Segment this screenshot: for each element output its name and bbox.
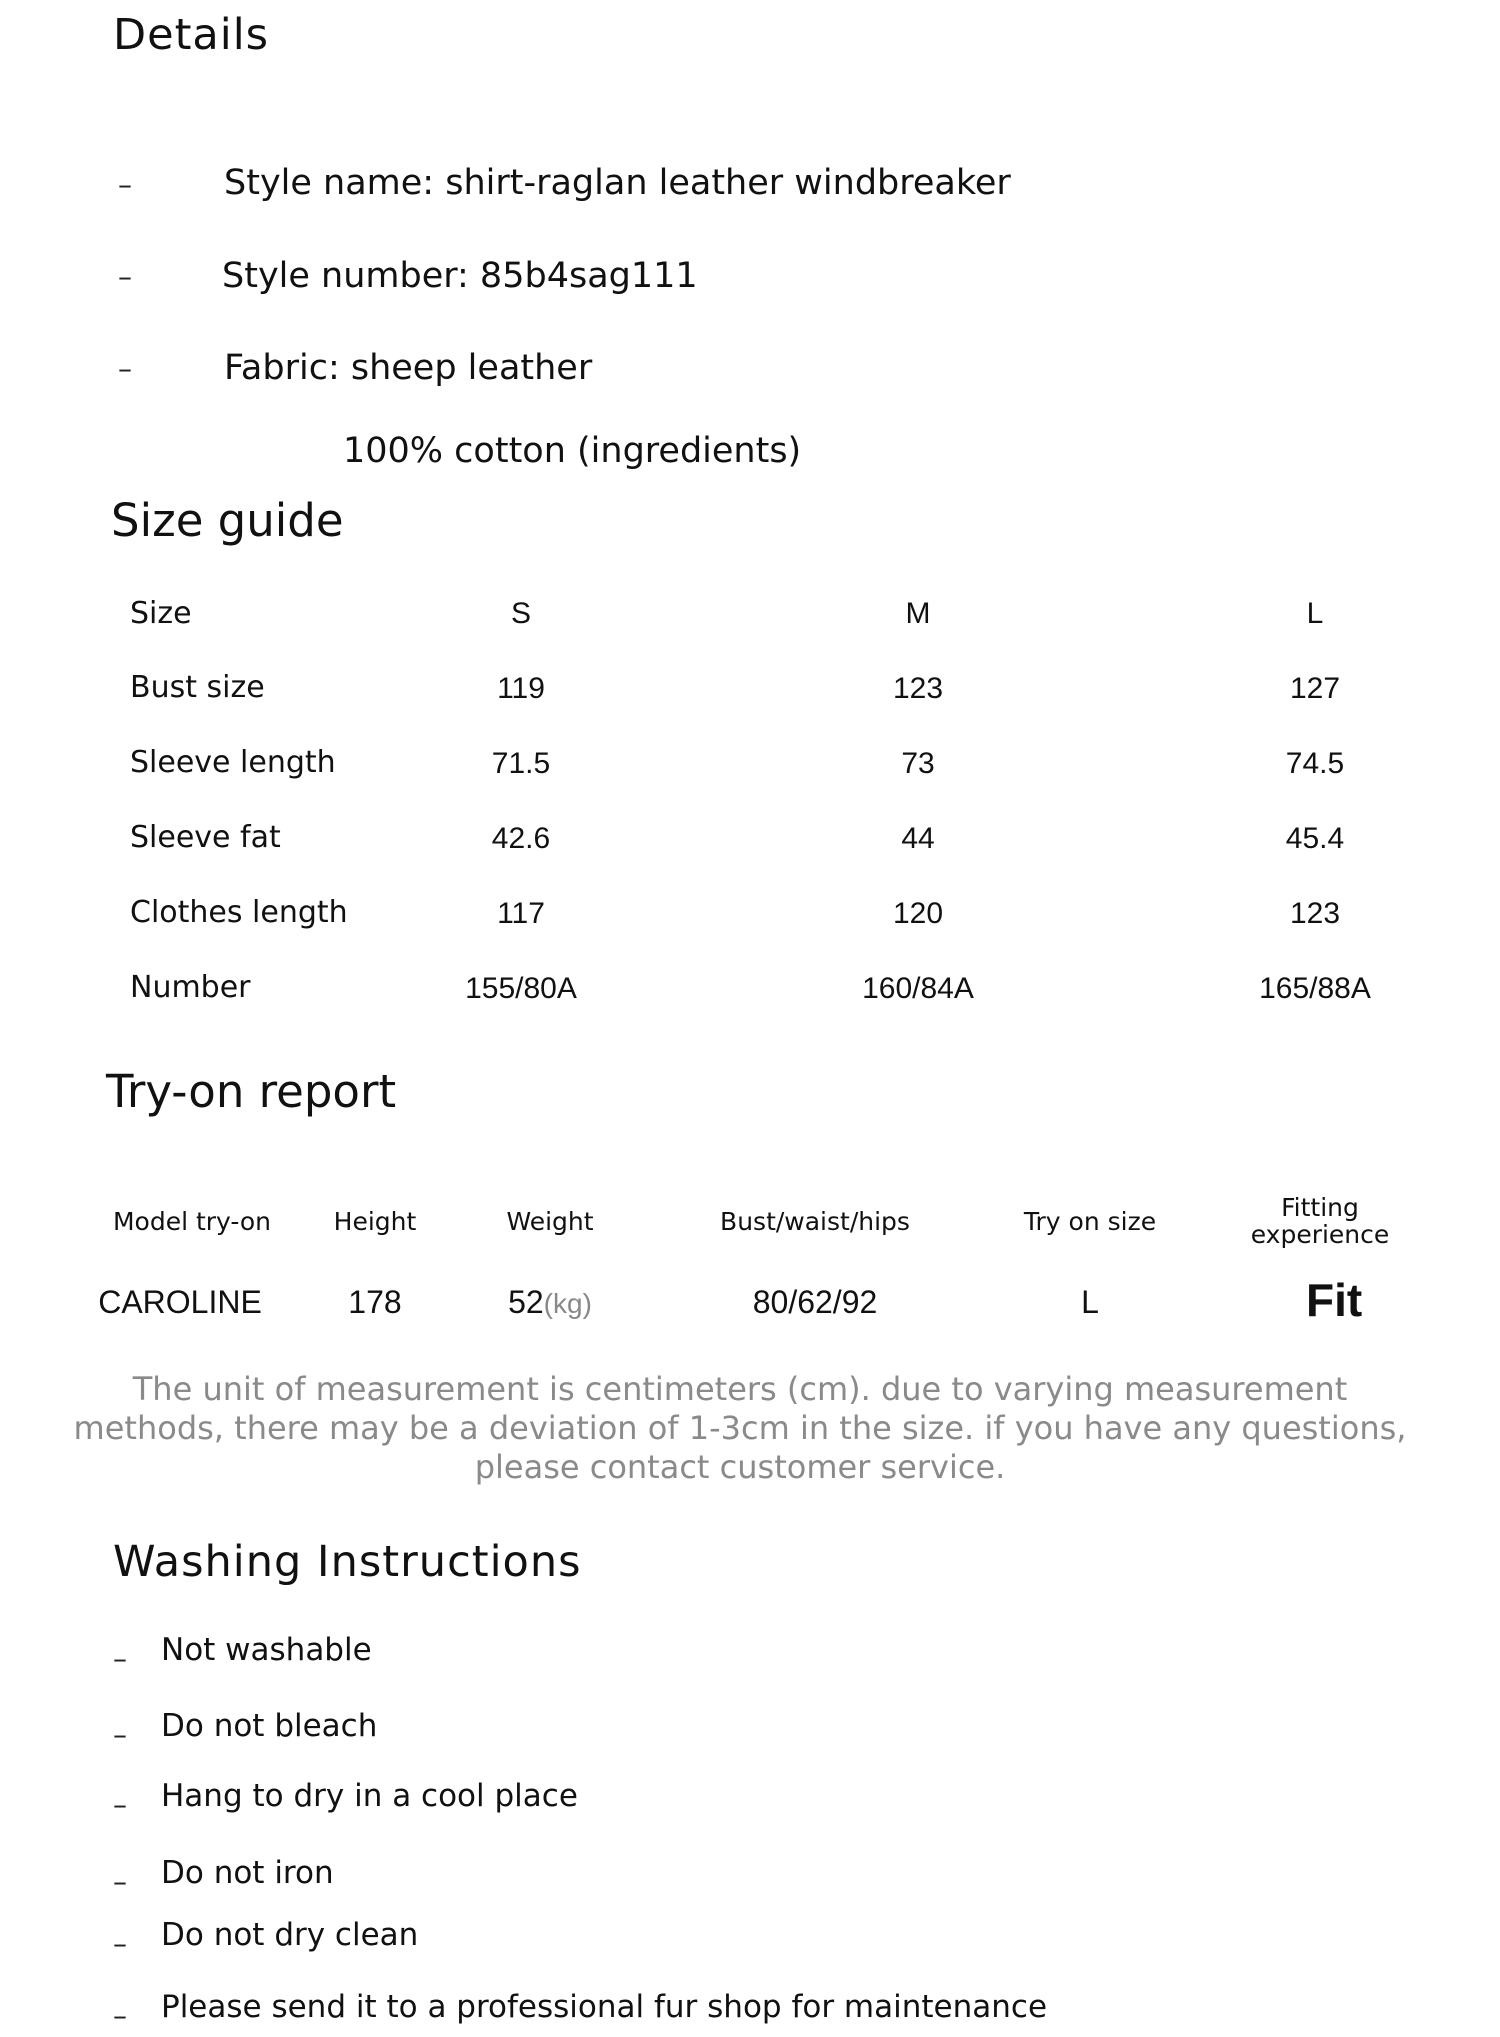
size-header-s: S: [510, 597, 531, 630]
wash-item-4: Do not iron: [161, 1855, 334, 1891]
row-label-clothes-length: Clothes length: [130, 895, 348, 930]
bust-m: 123: [892, 672, 944, 705]
style-name: Style name: shirt-raglan leather windbreaker: [224, 163, 1011, 203]
sleeve-fat-l: 45.4: [1285, 822, 1345, 855]
sleeve-fat-m: 44: [901, 822, 935, 855]
model-bwh: 80/62/92: [752, 1284, 878, 1320]
wash-dash-6: –: [113, 1999, 127, 2032]
header-bwh: Bust/waist/hips: [720, 1207, 910, 1236]
model-weight: [480, 1284, 620, 1321]
header-experience: experience: [1250, 1220, 1390, 1249]
header-fitting: Fitting: [1281, 1193, 1359, 1222]
model-name: CAROLINE: [98, 1284, 262, 1320]
detail-dash-1: –: [118, 168, 132, 201]
fabric-ingredients: 100% cotton (ingredients): [343, 431, 802, 471]
size-header-l: L: [1306, 597, 1324, 630]
model-height: 178: [348, 1284, 402, 1320]
header-weight: Weight: [506, 1207, 594, 1236]
row-label-number: Number: [130, 970, 251, 1005]
detail-dash-2: –: [118, 260, 132, 293]
clothes-length-l: 123: [1289, 897, 1341, 930]
row-label-bust: Bust size: [130, 670, 265, 705]
weight-unit: (kg): [543, 1288, 592, 1319]
sleeve-length-s: 71.5: [491, 747, 551, 780]
wash-item-1: Not washable: [161, 1632, 372, 1668]
number-m: 160/84A: [862, 972, 974, 1005]
note-line-3: please contact customer service.: [474, 1448, 1006, 1486]
note-line-1: The unit of measurement is centimeters (cm). due to varying measurement: [132, 1370, 1348, 1408]
size-header-label: Size: [130, 596, 192, 631]
details-heading: Details: [113, 10, 270, 60]
size-header-m: M: [905, 597, 931, 630]
number-s: 155/80A: [465, 972, 577, 1005]
wash-item-2: Do not bleach: [161, 1708, 378, 1744]
header-model: Model try-on: [112, 1207, 272, 1236]
wash-item-5: Do not dry clean: [161, 1917, 419, 1953]
header-try-on-size: Try on size: [1023, 1207, 1157, 1236]
note-line-2: methods, there may be a deviation of 1-3cm in the size. if you have any questions,: [73, 1409, 1407, 1447]
row-label-sleeve-fat: Sleeve fat: [130, 820, 281, 855]
wash-item-6: Please send it to a professional fur shop for maintenance: [161, 1989, 1048, 2025]
bust-s: 119: [497, 672, 545, 705]
weight-value: 52: [508, 1284, 544, 1320]
bust-l: 127: [1289, 672, 1341, 705]
washing-heading: Washing Instructions: [113, 1537, 582, 1587]
clothes-length-s: 117: [497, 897, 545, 930]
number-l: 165/88A: [1259, 972, 1371, 1005]
wash-dash-4: –: [113, 1865, 127, 1898]
row-label-sleeve-length: Sleeve length: [130, 745, 336, 780]
wash-dash-5: –: [113, 1927, 127, 1960]
wash-dash-2: –: [113, 1718, 127, 1751]
fabric: Fabric: sheep leather: [224, 348, 593, 388]
fit-result: Fit: [1306, 1274, 1363, 1326]
sleeve-length-m: 73: [901, 747, 935, 780]
wash-dash-3: –: [113, 1788, 127, 1821]
detail-dash-3: –: [118, 352, 132, 385]
style-number: Style number: 85b4sag111: [222, 256, 698, 296]
try-on-heading: Try-on report: [106, 1065, 397, 1118]
wash-item-3: Hang to dry in a cool place: [161, 1778, 578, 1814]
sleeve-length-l: 74.5: [1285, 747, 1345, 780]
wash-dash-1: –: [113, 1642, 127, 1675]
measurement-note: [0, 1370, 1480, 1487]
sleeve-fat-s: 42.6: [491, 822, 551, 855]
model-size: L: [1081, 1284, 1099, 1320]
clothes-length-m: 120: [892, 897, 944, 930]
size-guide-heading: Size guide: [111, 494, 344, 547]
header-height: Height: [333, 1207, 417, 1236]
